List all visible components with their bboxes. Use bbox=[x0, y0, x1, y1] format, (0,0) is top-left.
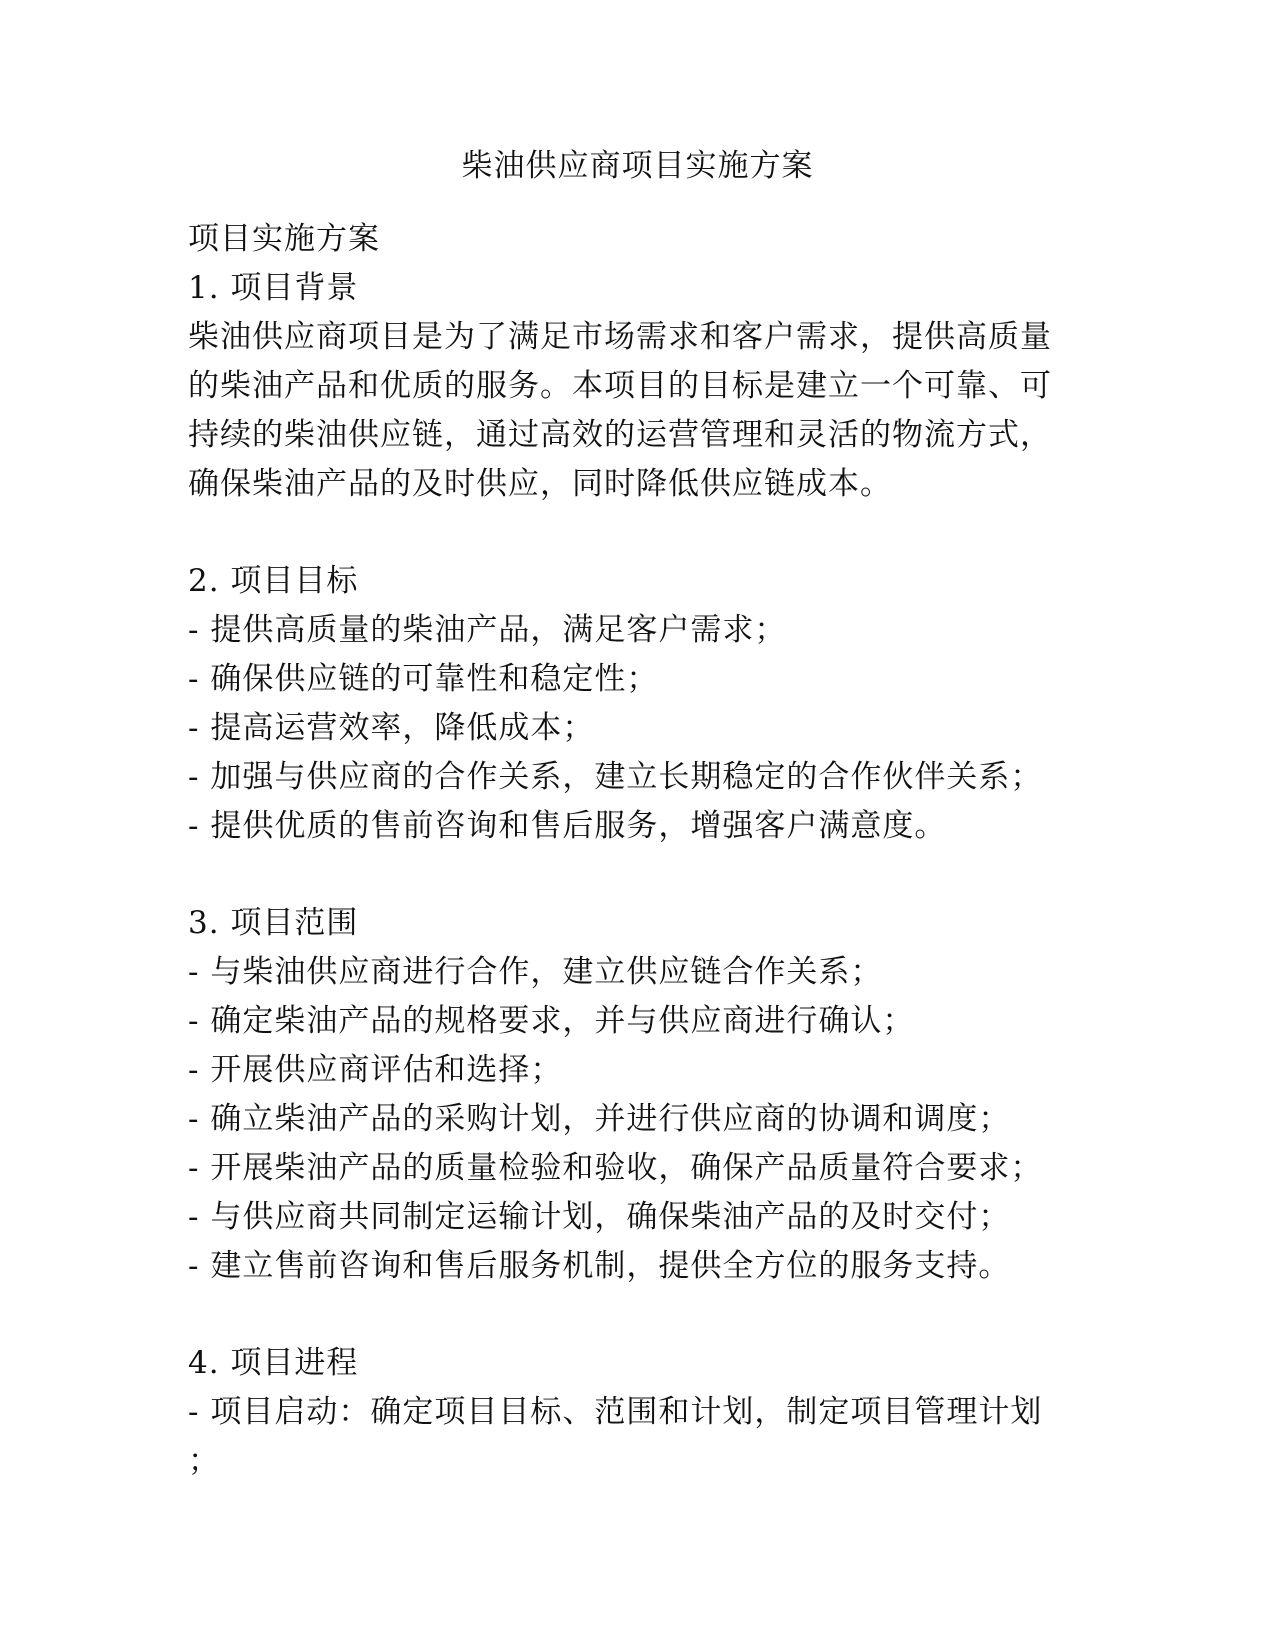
section-spacer bbox=[188, 851, 1088, 899]
list-item: - 提供高质量的柴油产品，满足客户需求； bbox=[188, 612, 787, 648]
list-item: - 项目启动：确定项目目标、范围和计划，制定项目管理计划 bbox=[188, 1394, 1043, 1430]
list-item: - 确立柴油产品的采购计划，并进行供应商的协调和调度； bbox=[188, 1101, 1011, 1137]
section-heading-progress: 4. 项目进程 bbox=[188, 1345, 359, 1381]
list-item: - 开展柴油产品的质量检验和验收，确保产品质量符合要求； bbox=[188, 1150, 1043, 1186]
paragraph-line: 持续的柴油供应链，通过高效的运营管理和灵活的物流方式， bbox=[188, 417, 1052, 453]
list-item: - 与供应商共同制定运输计划，确保柴油产品的及时交付； bbox=[188, 1199, 1011, 1235]
list-item: - 开展供应商评估和选择； bbox=[188, 1052, 563, 1088]
list-item: - 与柴油供应商进行合作，建立供应链合作关系； bbox=[188, 954, 883, 990]
section-spacer bbox=[188, 1291, 1088, 1339]
list-item-continuation: ； bbox=[188, 1443, 220, 1479]
list-item: - 加强与供应商的合作关系，建立长期稳定的合作伙伴关系； bbox=[188, 759, 1043, 795]
list-item: - 确定柴油产品的规格要求，并与供应商进行确认； bbox=[188, 1003, 915, 1039]
section-heading-background: 1. 项目背景 bbox=[188, 270, 359, 306]
paragraph-line: 的柴油产品和优质的服务。本项目的目标是建立一个可靠、可 bbox=[188, 368, 1052, 404]
list-item: - 提供优质的售前咨询和售后服务，增强客户满意度。 bbox=[188, 808, 947, 844]
document-heading: 项目实施方案 bbox=[188, 221, 380, 257]
list-item: - 确保供应链的可靠性和稳定性； bbox=[188, 661, 659, 697]
section-heading-goals: 2. 项目目标 bbox=[188, 563, 359, 599]
list-item: - 提高运营效率，降低成本； bbox=[188, 710, 595, 746]
list-item: - 建立售前咨询和售后服务机制，提供全方位的服务支持。 bbox=[188, 1248, 1011, 1284]
document-title: 柴油供应商项目实施方案 bbox=[461, 148, 814, 184]
paragraph-line: 柴油供应商项目是为了满足市场需求和客户需求，提供高质量 bbox=[188, 319, 1052, 355]
paragraph-line: 确保柴油产品的及时供应，同时降低供应链成本。 bbox=[188, 466, 892, 502]
section-heading-scope: 3. 项目范围 bbox=[188, 905, 359, 941]
document-body bbox=[188, 215, 1088, 1486]
section-spacer bbox=[188, 509, 1088, 557]
